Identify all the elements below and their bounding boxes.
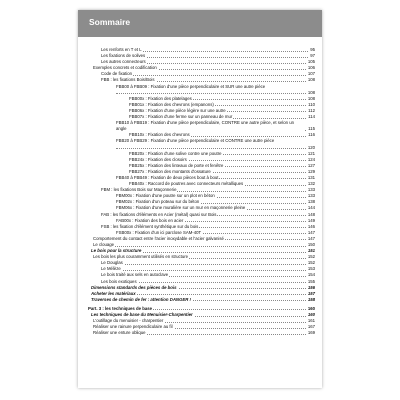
toc-page-number: 152 bbox=[307, 260, 315, 266]
toc-page-number: 156 bbox=[307, 284, 315, 290]
toc-entry-title: FBM06x : Fixation d'une muralière sur un mur en maçonnerie pleine bbox=[116, 205, 246, 211]
toc-entry-title: FBM02x : Fixation d'un poteau sur du béton bbox=[116, 199, 200, 205]
toc-page-number: 120 bbox=[307, 144, 315, 150]
toc-page-number: 146 bbox=[307, 223, 315, 229]
toc-page-number: 127 bbox=[307, 162, 315, 168]
toc-page-number: 95 bbox=[310, 47, 315, 52]
toc-page-number: 108 bbox=[307, 95, 315, 101]
toc-entry-title: FBB40 à FBB49 : Fixation de deux pièces bout à bout bbox=[116, 174, 219, 180]
toc-entry-title: Réaliser une enture oblique bbox=[93, 330, 146, 336]
toc-entry-title: FBB10x : Fixation des chevrons bbox=[129, 132, 190, 138]
toc-page-number: 152 bbox=[307, 254, 315, 260]
toc-entry-title: FAB00x : Fixation des bois en acier bbox=[116, 217, 184, 223]
toc-entry-title: Les bois les plus couramment utilisés en structure bbox=[93, 254, 189, 260]
toc-page-number: 150 bbox=[307, 242, 315, 247]
toc-page-number: 105 bbox=[307, 59, 315, 65]
toc-entry-title: FBB01x : Fixation des chevrons (empanons) bbox=[129, 101, 214, 107]
toc-entry-title: Les bois exotiques bbox=[101, 278, 137, 284]
toc-page-number: 121 bbox=[307, 150, 315, 156]
page-header-band bbox=[78, 10, 322, 37]
toc-entry-title: Le bois traité aux sels en autoclave bbox=[101, 272, 169, 278]
toc-entry-title: FBM : les fixations Bois sur Maçonnerie bbox=[101, 187, 177, 193]
document-page bbox=[78, 10, 322, 388]
toc-page-number: 148 bbox=[307, 211, 315, 217]
toc-entry-title: Part. 3 : les techniques de base bbox=[88, 305, 153, 311]
toc-page-number: 160 bbox=[307, 305, 315, 311]
toc-entry-title: Dimensions standards des pièces de bois bbox=[91, 284, 177, 290]
toc-entry-title: FAB : les fixations d'éléments en Acier (métal) quasi sur Bois bbox=[101, 211, 217, 217]
toc-page-number: 114 bbox=[308, 114, 315, 120]
toc-entry[interactable] bbox=[78, 84, 322, 96]
toc-entry-title: Acheter les matériaux bbox=[91, 290, 136, 296]
toc-entry[interactable] bbox=[78, 297, 322, 303]
toc-entry-title: Les fixations de solives bbox=[101, 53, 146, 59]
toc-page-number: 132 bbox=[307, 181, 315, 187]
toc-page-number: 133 bbox=[307, 187, 315, 193]
toc-entry-title: FBM00x : Fixation d'une poutre sur un plot en béton bbox=[116, 193, 215, 199]
toc-entry[interactable] bbox=[78, 138, 322, 150]
toc-page-number: 115 bbox=[308, 126, 315, 132]
toc-page-number: 167 bbox=[307, 324, 315, 330]
toc-page-number: 112 bbox=[308, 107, 315, 113]
toc-entry-title: Traverses de chemin de fer : attention DANGER ! bbox=[91, 296, 191, 302]
toc-entry-title: FSB : les fixation d'élément synthétique sur du bois bbox=[101, 223, 199, 229]
toc-page-number: 131 bbox=[307, 174, 315, 180]
toc-entry-title: Code de fixation bbox=[101, 71, 133, 77]
toc-page-number: 147 bbox=[307, 235, 315, 241]
toc-entry-title: Réaliser une rainure perpendiculaire au fil bbox=[93, 324, 173, 330]
toc-entry-title: FBB06x : Fixation d'une pièce légère sur une autre bbox=[129, 107, 226, 113]
toc-page-number: 157 bbox=[307, 290, 315, 296]
toc-entry-title: FBB25x : Fixation des linteaux de porte et fenêtre bbox=[129, 162, 224, 168]
toc-dot-leader bbox=[101, 264, 314, 265]
toc-entry[interactable] bbox=[78, 330, 322, 336]
toc-page-number: 97 bbox=[310, 53, 315, 59]
toc-entry-title: FBB24x : Fixation des closoirs bbox=[129, 156, 187, 162]
toc-entry-title: FSB00x : Fixation d'un ici parclose SAM-40T bbox=[116, 229, 202, 235]
toc-page-number: 154 bbox=[307, 272, 315, 278]
toc-entry-title: FBB00x : Fixation des platelages bbox=[129, 95, 192, 101]
toc-entry-title: FBB20x : Fixation d'une solive contre une poutre bbox=[129, 150, 222, 156]
toc-dot-leader bbox=[116, 93, 314, 94]
toc-entry-title: FBB20 à FBB29 : Fixation d'une pièce perpendiculaire et CONTRE une autre pièce bbox=[116, 138, 305, 144]
toc-entry-title: FBB00 à FBB09 : Fixation d'une pièce perpendiculaire et SUR une autre pièce bbox=[116, 84, 305, 90]
toc-page-number: 116 bbox=[308, 132, 315, 138]
toc-page-number: 108 bbox=[307, 89, 315, 95]
toc-dot-leader bbox=[101, 270, 314, 271]
toc-page-number: 151 bbox=[307, 248, 315, 254]
toc-page-number: 133 bbox=[307, 193, 315, 199]
toc-entry[interactable] bbox=[78, 120, 322, 132]
toc-page-number: 149 bbox=[307, 217, 315, 223]
toc-entry-title: Les techniques de base du Menuisier-Charpentier bbox=[91, 312, 193, 318]
toc-page-number: 144 bbox=[307, 205, 315, 211]
toc-entry-title: Exemples concrets et codification bbox=[93, 65, 157, 71]
toc-page-number: 160 bbox=[307, 312, 315, 318]
toc-entry-title: Comportement du contact entre l'acier inoxydable et l'acier galvanisé bbox=[93, 235, 224, 241]
toc-page-number: 169 bbox=[307, 330, 315, 336]
toc-page-number: 106 bbox=[307, 65, 315, 71]
toc-page-number: 110 bbox=[308, 101, 315, 107]
toc-page-number: 108 bbox=[307, 77, 315, 83]
toc-entry-title: Les renforts en T et L bbox=[101, 47, 142, 52]
toc-entry-title: L'outillage du menuisier - charpentier bbox=[93, 318, 164, 324]
toc-page-number: 161 bbox=[307, 318, 315, 324]
toc-page-number: 147 bbox=[307, 229, 315, 235]
toc-page-number: 138 bbox=[307, 199, 315, 205]
toc-page-number: 158 bbox=[307, 296, 315, 302]
toc-page-number: 107 bbox=[307, 71, 315, 77]
toc-entry-title: FBB10 à FBB19 : Fixation d'une pièce perpendiculaire, CONTRE une autre pièce, et selon un angle bbox=[116, 120, 305, 132]
toc-entry-title: Le clouage bbox=[93, 242, 115, 247]
toc-entry-title: FBB40x : Raccord de poutres avec connecteurs métalliques bbox=[129, 181, 244, 187]
toc-entry-title: FBB27x : Fixation des montants d'ossature bbox=[129, 168, 211, 174]
toc-entry-title: Le Douglas bbox=[101, 260, 123, 266]
toc-entry-title: Le Mélèze bbox=[101, 266, 121, 272]
toc-page-number: 155 bbox=[307, 278, 315, 284]
toc-page-number: 124 bbox=[307, 156, 315, 162]
toc-page-number: 153 bbox=[307, 266, 315, 272]
toc-dot-leader bbox=[93, 246, 314, 247]
table-of-contents bbox=[78, 47, 322, 336]
toc-entry-title: FBB07x : Fixation d'une ferme sur un panneau de mur bbox=[129, 114, 233, 120]
toc-entry-title: Les autres connecteurs bbox=[101, 59, 146, 65]
page-title: Sommaire bbox=[89, 17, 131, 27]
toc-entry-title: Le bois pour la structure bbox=[91, 248, 142, 254]
toc-page-number: 129 bbox=[307, 168, 315, 174]
toc-entry-title: FBB : les fixations Bois/Bois bbox=[101, 77, 155, 83]
toc-dot-leader bbox=[116, 148, 314, 149]
